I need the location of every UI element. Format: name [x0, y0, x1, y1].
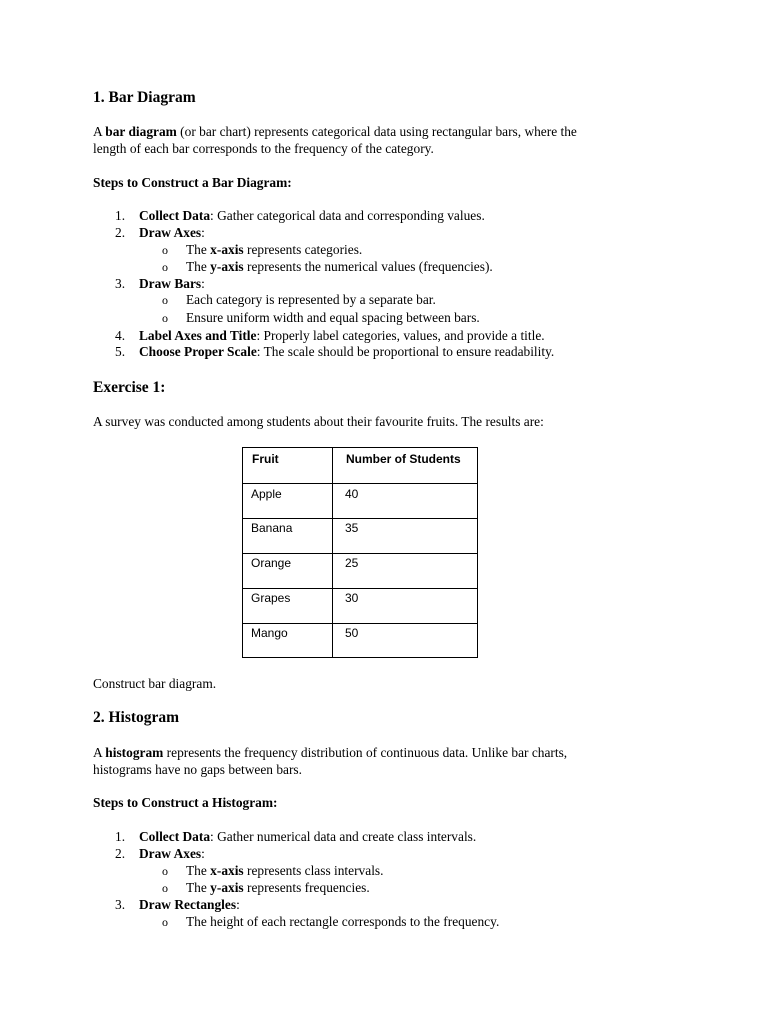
section-heading-histogram: 2. Histogram	[93, 709, 180, 726]
list-item-text: Draw Rectangles:	[139, 897, 240, 912]
exercise-heading: Exercise 1:	[93, 379, 166, 396]
table-cell-fruit: Orange	[251, 556, 292, 570]
table-cell-count: 40	[345, 487, 359, 501]
table-cell-fruit: Apple	[251, 487, 282, 501]
list-item-text: Collect Data: Gather categorical data and corresponding values.	[139, 208, 485, 223]
bullet-icon: o	[162, 293, 168, 307]
table-cell-fruit: Mango	[251, 626, 288, 640]
list-item: 2.	[115, 846, 126, 861]
list-item: 1.	[115, 829, 126, 844]
sub-list-item: The y-axis represents frequencies.	[186, 880, 370, 895]
list-item: 3.	[115, 276, 126, 291]
section-heading-bar-diagram: 1. Bar Diagram	[93, 89, 196, 106]
table-cell-count: 50	[345, 626, 359, 640]
sub-list-item: Each category is represented by a separate bar.	[186, 292, 436, 307]
list-item: 2.	[115, 225, 126, 240]
table-cell-count: 35	[345, 521, 359, 535]
bullet-icon: o	[162, 311, 168, 325]
sub-list-item: Ensure uniform width and equal spacing between bars.	[186, 310, 480, 325]
exercise-intro: A survey was conducted among students about their favourite fruits. The results are:	[93, 414, 544, 429]
list-item-text: Draw Bars:	[139, 276, 205, 291]
sub-list-item: The height of each rectangle corresponds to the frequency.	[186, 914, 500, 929]
histogram-intro-line1: A histogram represents the frequency distribution of continuous data. Unlike bar charts,	[93, 745, 568, 760]
term-histogram: histogram	[105, 745, 164, 760]
table-cell-count: 25	[345, 556, 359, 570]
steps-heading-histogram: Steps to Construct a Histogram:	[93, 795, 278, 810]
sub-list-item: The x-axis represents class intervals.	[186, 863, 384, 878]
table-header-count: Number of Students	[346, 452, 461, 466]
list-item: 3.	[115, 897, 126, 912]
list-item-text: Choose Proper Scale: The scale should be proportional to ensure readability.	[139, 344, 555, 359]
steps-heading-bar: Steps to Construct a Bar Diagram:	[93, 175, 292, 190]
table-header-fruit: Fruit	[252, 452, 279, 466]
sub-list-item: The y-axis represents the numerical values (frequencies).	[186, 259, 493, 274]
list-item-text: Draw Axes:	[139, 846, 205, 861]
list-item: 5.	[115, 344, 126, 359]
table-cell-count: 30	[345, 591, 359, 605]
list-item-text: Label Axes and Title: Properly label categories, values, and provide a title.	[139, 328, 545, 343]
list-item-text: Draw Axes:	[139, 225, 205, 240]
bar-diagram-intro-line1: A bar diagram (or bar chart) represents categorical data using rectangular bars, where the	[93, 124, 577, 139]
exercise-instruction: Construct bar diagram.	[93, 676, 217, 691]
table-cell-fruit: Banana	[251, 521, 293, 535]
list-item: 1.	[115, 208, 126, 223]
bullet-icon: o	[162, 260, 168, 274]
sub-list-item: The x-axis represents categories.	[186, 242, 363, 257]
list-item: 4.	[115, 328, 126, 343]
fruit-table	[242, 447, 478, 658]
bullet-icon: o	[162, 243, 168, 257]
bullet-icon: o	[162, 881, 168, 895]
bullet-icon: o	[162, 915, 168, 929]
histogram-intro-line2: histograms have no gaps between bars.	[93, 762, 302, 777]
term-bar-diagram: bar diagram	[105, 124, 177, 139]
bullet-icon: o	[162, 864, 168, 878]
list-item-text: Collect Data: Gather numerical data and create class intervals.	[139, 829, 477, 844]
table-cell-fruit: Grapes	[251, 591, 291, 605]
bar-diagram-intro-line2: length of each bar corresponds to the frequency of the category.	[93, 141, 434, 156]
